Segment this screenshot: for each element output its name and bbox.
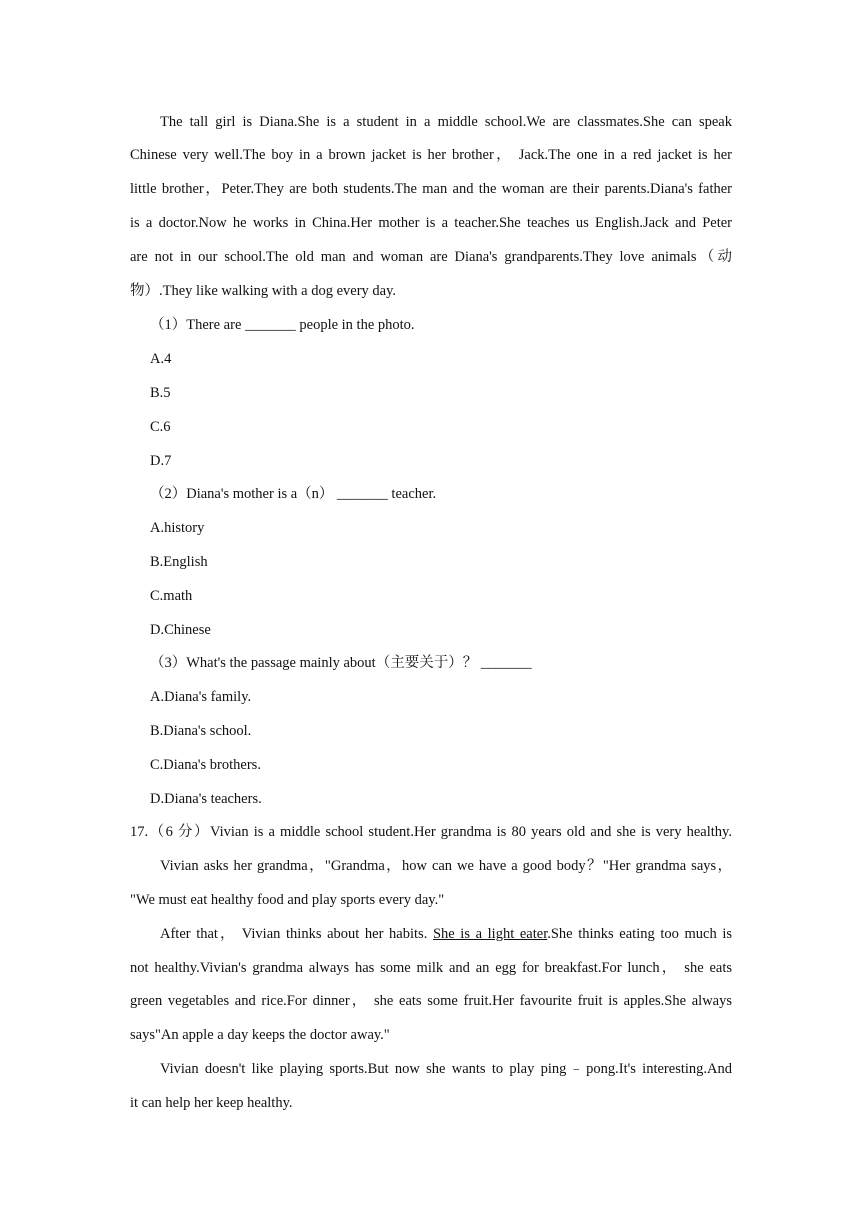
passage2-line8: Vivian doesn't like playing sports.But now she wants to play ping﹣pong.It's interesting.And <box>160 1061 732 1077</box>
passage1-line2: Chinese very well.The boy in a brown jacket is her brother， Jack.The one in a red jacket is her <box>130 147 732 163</box>
underlined-phrase: She is a light eater <box>432 926 548 942</box>
passage2-line4-after: .She thinks eating too much is <box>547 926 733 942</box>
passage1-line6: 物）.They like walking with a dog every day. <box>130 283 397 299</box>
passage2-line3: "We must eat healthy food and play sports every day." <box>130 892 445 908</box>
q2-option-c: C.math <box>150 588 193 604</box>
q3-option-c: C.Diana's brothers. <box>150 757 261 773</box>
passage2-line4 <box>160 924 732 944</box>
question-17-heading: 17.（6 分）Vivian is a middle school student.Her grandma is 80 years old and she is very healthy. <box>130 824 732 840</box>
passage1-line4: is a doctor.Now he works in China.Her mother is a teacher.She teaches us English.Jack and Peter <box>130 215 732 231</box>
q1-option-c: C.6 <box>150 419 171 435</box>
passage2-line5: not healthy.Vivian's grandma always has some milk and an egg for breakfast.For lunch， she eats <box>130 960 732 976</box>
q3-option-d: D.Diana's teachers. <box>150 791 262 807</box>
q2-option-b: B.English <box>150 554 208 570</box>
q2-option-a: A.history <box>150 520 205 536</box>
question-2: （2）Diana's mother is a（n） _______ teacher. <box>150 486 437 502</box>
passage1-line5: are not in our school.The old man and woman are Diana's grandparents.They love animals（动 <box>130 249 732 265</box>
q3-option-a: A.Diana's family. <box>150 689 252 705</box>
question-3: （3）What's the passage mainly about（主要关于）？ _______ <box>150 655 532 671</box>
q2-option-d: D.Chinese <box>150 622 211 638</box>
passage2-line7: says"An apple a day keeps the doctor away." <box>130 1027 390 1043</box>
passage2-line2: Vivian asks her grandma，"Grandma，how can we have a good body？"Her grandma says， <box>160 858 732 874</box>
q1-option-d: D.7 <box>150 453 172 469</box>
q3-option-b: B.Diana's school. <box>150 723 252 739</box>
question-1: （1）There are _______ people in the photo. <box>150 317 415 333</box>
passage2-line4-before: After that， Vivian thinks about her habits. <box>160 926 433 942</box>
q1-option-a: A.4 <box>150 351 172 367</box>
passage1-line1: The tall girl is Diana.She is a student in a middle school.We are classmates.She can speak <box>160 114 732 130</box>
q1-option-b: B.5 <box>150 385 171 401</box>
passage1-line3: little brother，Peter.They are both students.The man and the woman are their parents.Diana's father <box>130 181 732 197</box>
passage2-line6: green vegetables and rice.For dinner， she eats some fruit.Her favourite fruit is apples.She always <box>130 993 732 1009</box>
passage2-line9: it can help her keep healthy. <box>130 1095 293 1111</box>
